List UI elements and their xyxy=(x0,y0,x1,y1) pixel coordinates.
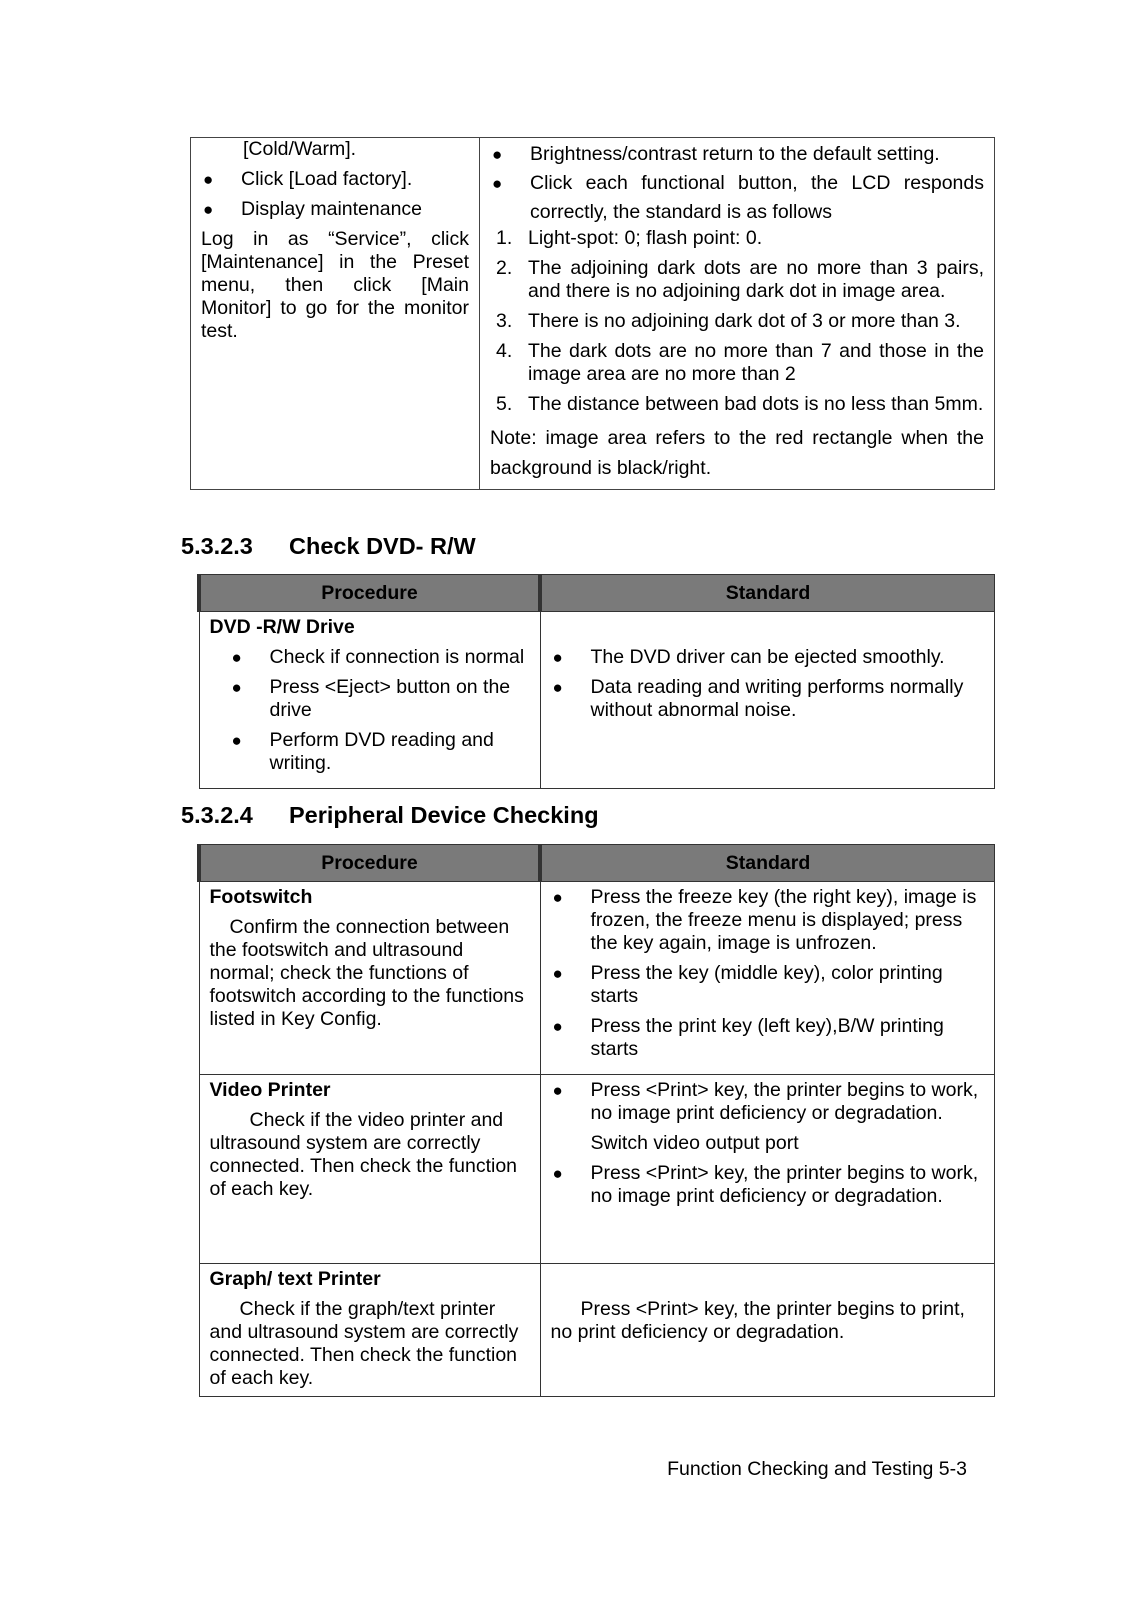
footswitch-text: Confirm the connection between the footswitch and ultrasound normal; check the functions of footswitch according to the functions listed in Key Config. xyxy=(209,916,524,1030)
graph-printer-text: Check if the graph/text printer and ultrasound system are correctly connected. Then check the function of each key. xyxy=(209,1298,519,1389)
list-item: ● Press the freeze key (the right key), image is frozen, the freeze menu is displayed; press the key again, image is unfrozen. xyxy=(541,886,985,955)
section-heading-peripheral: 5.3.2.4 Peripheral Device Checking xyxy=(181,802,599,828)
video-printer-title: Video Printer xyxy=(209,1079,331,1101)
list-item: 2. The adjoining dark dots are no more than 3 pairs, and there is no adjoining dark dot in image area. xyxy=(496,257,984,302)
monitor-procedure-list xyxy=(191,168,479,221)
video-printer-plain-text: Switch video output port xyxy=(590,1132,799,1154)
list-item: 1. Light-spot: 0; flash point: 0. xyxy=(496,227,763,249)
section-heading-dvd: 5.3.2.3 Check DVD- R/W xyxy=(181,533,476,559)
video-printer-standard-list xyxy=(541,1079,985,1125)
video-printer-standard-cell xyxy=(540,1075,995,1264)
list-item: ● Check if connection is normal xyxy=(210,646,530,669)
graph-printer-title: Graph/ text Printer xyxy=(209,1268,381,1290)
column-header-procedure: Procedure xyxy=(199,845,540,882)
video-printer-standard-list-2 xyxy=(541,1162,985,1208)
list-item: ● Press the key (middle key), color printing starts xyxy=(541,962,985,1008)
monitor-standard-numbered xyxy=(480,227,984,416)
footswitch-title: Footswitch xyxy=(209,886,313,908)
graph-printer-procedure-cell xyxy=(199,1264,540,1397)
peripheral-table xyxy=(197,844,995,1397)
column-header-standard: Standard xyxy=(540,845,995,882)
list-item: ● Press <Print> key, the printer begins to work, no image print deficiency or degradation. xyxy=(541,1162,985,1208)
footswitch-procedure-cell xyxy=(199,882,540,1075)
column-header-standard: Standard xyxy=(540,575,995,612)
graph-printer-standard-text: Press <Print> key, the printer begins to print, no print deficiency or degradation. xyxy=(550,1298,965,1343)
list-item: ● Press <Print> key, the printer begins to work, no image print deficiency or degradation. xyxy=(541,1079,985,1125)
graph-printer-standard-cell xyxy=(540,1264,995,1397)
table-row xyxy=(199,1075,995,1264)
monitor-procedure-paragraph: Log in as “Service”, click [Maintenance] in the Preset menu, then click [Main Monitor] to go for the monitor test. xyxy=(201,228,469,342)
monitor-test-table xyxy=(190,137,995,490)
video-printer-procedure-cell xyxy=(199,1075,540,1264)
dvd-procedure-cell xyxy=(199,612,540,789)
dvd-standard-list xyxy=(541,646,985,722)
list-item: ● Display maintenance xyxy=(191,198,479,221)
monitor-standard-bullets xyxy=(480,140,984,227)
footswitch-standard-list xyxy=(541,886,985,1061)
table-row xyxy=(199,1264,995,1397)
table-row xyxy=(199,882,995,1075)
list-item: 4. The dark dots are no more than 7 and those in the image area are no more than 2 xyxy=(496,340,984,385)
monitor-note: Note: image area refers to the red rectangle when the background is black/right. xyxy=(490,427,984,479)
dvd-standard-cell xyxy=(540,612,995,789)
dvd-drive-title: DVD -R/W Drive xyxy=(209,616,355,638)
cold-warm-text: [Cold/Warm]. xyxy=(243,138,357,160)
list-item: ● Data reading and writing performs normally without abnormal noise. xyxy=(541,676,985,722)
footswitch-standard-cell xyxy=(540,882,995,1075)
page-footer: Function Checking and Testing 5-3 xyxy=(667,1458,967,1480)
list-item: ● Perform DVD reading and writing. xyxy=(210,729,530,775)
column-header-procedure: Procedure xyxy=(199,575,540,612)
list-item: ● Brightness/contrast return to the default setting. xyxy=(480,140,984,169)
list-item: ● Click each functional button, the LCD responds correctly, the standard is as follows xyxy=(480,169,984,227)
monitor-standard-cell xyxy=(480,138,995,490)
list-item: ● Press <Eject> button on the drive xyxy=(210,676,530,722)
dvd-procedure-list xyxy=(210,646,530,775)
list-item: ● The DVD driver can be ejected smoothly. xyxy=(541,646,985,669)
list-item: 5. The distance between bad dots is no less than 5mm. xyxy=(496,393,984,415)
dvd-table xyxy=(197,574,995,789)
list-item: 3. There is no adjoining dark dot of 3 or more than 3. xyxy=(496,310,961,332)
list-item: ● Click [Load factory]. xyxy=(191,168,479,191)
video-printer-text: Check if the video printer and ultrasound system are correctly connected. Then check the function of each key. xyxy=(209,1109,518,1200)
list-item: ● Press the print key (left key),B/W printing starts xyxy=(541,1015,985,1061)
monitor-procedure-cell xyxy=(191,138,480,490)
